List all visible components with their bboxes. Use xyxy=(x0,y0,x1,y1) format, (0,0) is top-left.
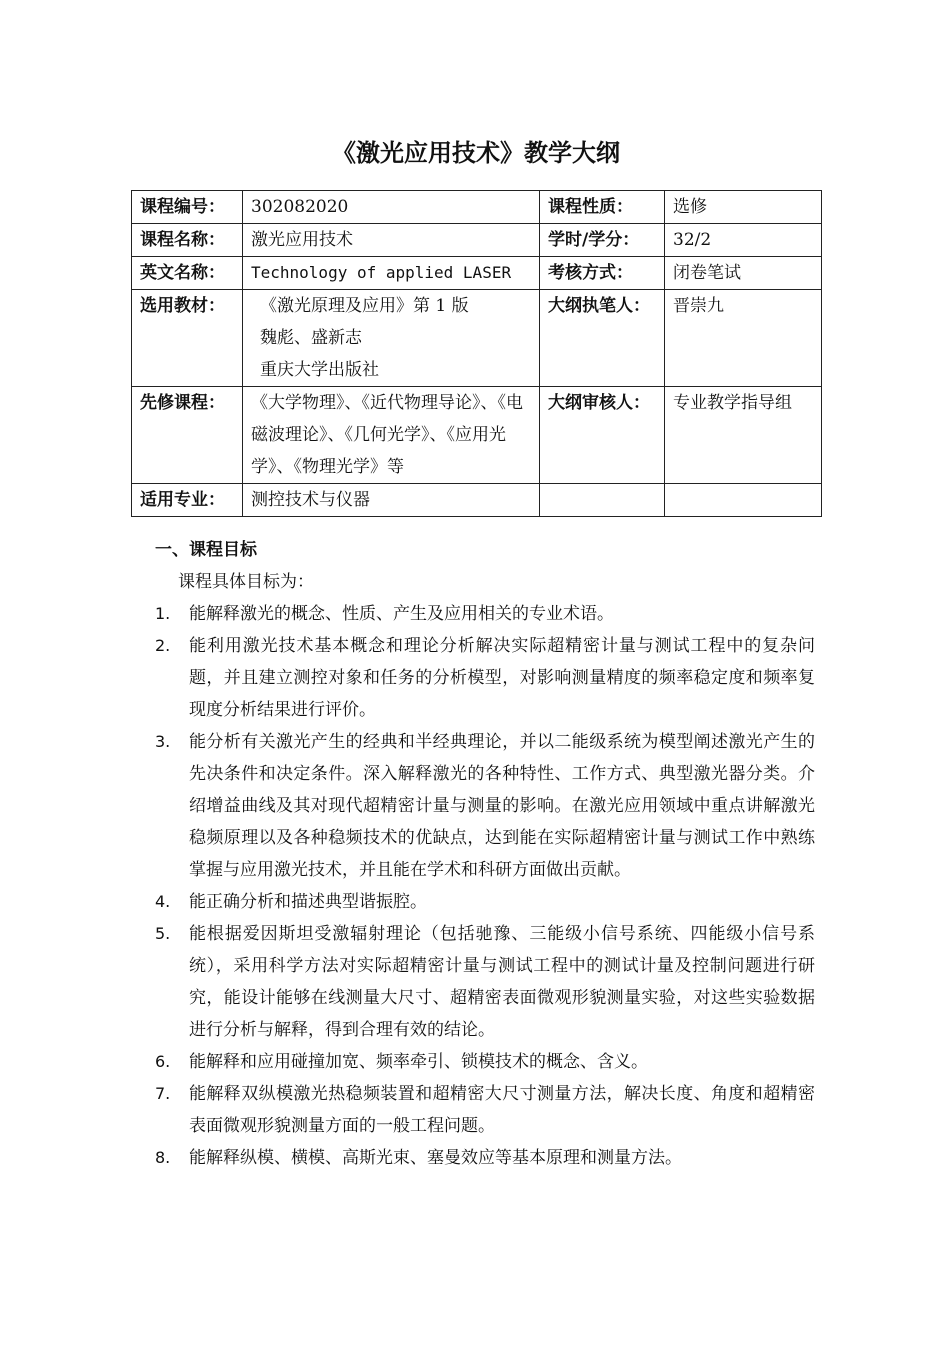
course-code-label: 课程编号： xyxy=(132,191,243,224)
table-row xyxy=(132,484,822,517)
table-row xyxy=(132,257,822,290)
textbook-line: 《激光原理及应用》第 1 版 xyxy=(260,296,469,316)
list-item-text: 能分析有关激光产生的经典和半经典理论，并以二能级系统为模型阐述激光产生的先决条件和决定条件。深入解释激光的各种特性、工作方式、典型激光器分类。介绍增益曲线及其对现代超精密计量与测量的影响。在激光应用领域中重点讲解激光稳频原理以及各种稳频技术的优缺点，达到能在实际超精密计量与测试工作中熟练掌握与应用激光技术，并且能在学术和科研方面做出贡献。 xyxy=(189,732,815,880)
list-item-text: 能正确分析和描述典型谐振腔。 xyxy=(189,892,427,912)
hours-credits-label: 学时/学分： xyxy=(540,224,665,257)
reviewer-label: 大纲审核人： xyxy=(540,387,665,484)
textbook-label: 选用教材： xyxy=(132,290,243,387)
hours-credits-value: 32/2 xyxy=(665,224,822,257)
list-number: 7. xyxy=(155,1084,171,1103)
author-label: 大纲执笔人： xyxy=(540,290,665,387)
list-number: 3. xyxy=(155,732,171,751)
prerequisites-value: 《大学物理》、《近代物理导论》、《电磁波理论》、《几何光学》、《应用光学》、《物理光学》等 xyxy=(243,387,540,484)
course-nature-value: 选修 xyxy=(665,191,822,224)
table-row xyxy=(132,290,822,387)
list-item xyxy=(155,1046,815,1078)
textbook-value xyxy=(243,290,540,387)
list-item-text: 能解释激光的概念、性质、产生及应用相关的专业术语。 xyxy=(189,604,614,624)
list-item-text: 能根据爱因斯坦受激辐射理论（包括驰豫、三能级小信号系统、四能级小信号系统），采用科学方法对实际超精密计量与测试工程中的测试计量及控制问题进行研究，能设计能够在线测量大尺寸、超精密表面微观形貌测量实验，对这些实验数据进行分析与解释，得到合理有效的结论。 xyxy=(189,924,815,1040)
list-item-text: 能解释和应用碰撞加宽、频率牵引、锁模技术的概念、含义。 xyxy=(189,1052,648,1072)
course-info-table xyxy=(131,190,822,517)
textbook-line: 魏彪、盛新志 xyxy=(260,328,362,348)
table-row xyxy=(132,191,822,224)
list-number: 4. xyxy=(155,892,171,911)
assessment-value: 闭卷笔试 xyxy=(665,257,822,290)
course-code-value: 302082020 xyxy=(243,191,540,224)
section-heading: 一、课程目标 xyxy=(155,540,257,560)
major-value: 测控技术与仪器 xyxy=(243,484,540,517)
page-title: 《激光应用技术》教学大纲 xyxy=(332,139,620,167)
reviewer-value: 专业教学指导组 xyxy=(665,387,822,484)
list-item xyxy=(155,598,815,630)
list-item xyxy=(155,886,815,918)
course-objectives-section xyxy=(155,534,815,1174)
list-item xyxy=(155,918,815,1046)
list-number: 1. xyxy=(155,604,171,623)
prerequisites-label: 先修课程： xyxy=(132,387,243,484)
goals-list xyxy=(155,598,815,1174)
course-name-label: 课程名称： xyxy=(132,224,243,257)
list-item xyxy=(155,1142,815,1174)
list-item-text: 能利用激光技术基本概念和理论分析解决实际超精密计量与测试工程中的复杂问题，并且建立测控对象和任务的分析模型，对影响测量精度的频率稳定度和频率复现度分析结果进行评价。 xyxy=(189,636,815,720)
english-name-value: Technology of applied LASER xyxy=(243,257,540,290)
english-name-label: 英文名称： xyxy=(132,257,243,290)
list-item-text: 能解释纵模、横模、高斯光束、塞曼效应等基本原理和测量方法。 xyxy=(189,1148,682,1168)
textbook-line: 重庆大学出版社 xyxy=(260,360,379,380)
course-name-value: 激光应用技术 xyxy=(243,224,540,257)
course-nature-label: 课程性质： xyxy=(540,191,665,224)
empty-cell xyxy=(540,484,665,517)
list-number: 5. xyxy=(155,924,171,943)
list-item xyxy=(155,726,815,886)
table-row xyxy=(132,387,822,484)
table-row xyxy=(132,224,822,257)
list-number: 6. xyxy=(155,1052,171,1071)
list-item xyxy=(155,1078,815,1142)
section-intro: 课程具体目标为： xyxy=(178,572,314,592)
author-value: 晋崇九 xyxy=(665,290,822,387)
major-label: 适用专业： xyxy=(132,484,243,517)
assessment-label: 考核方式： xyxy=(540,257,665,290)
list-number: 2. xyxy=(155,636,171,655)
list-number: 8. xyxy=(155,1148,171,1167)
list-item xyxy=(155,630,815,726)
list-item-text: 能解释双纵模激光热稳频装置和超精密大尺寸测量方法，解决长度、角度和超精密表面微观形貌测量方面的一般工程问题。 xyxy=(189,1084,815,1136)
empty-cell xyxy=(665,484,822,517)
